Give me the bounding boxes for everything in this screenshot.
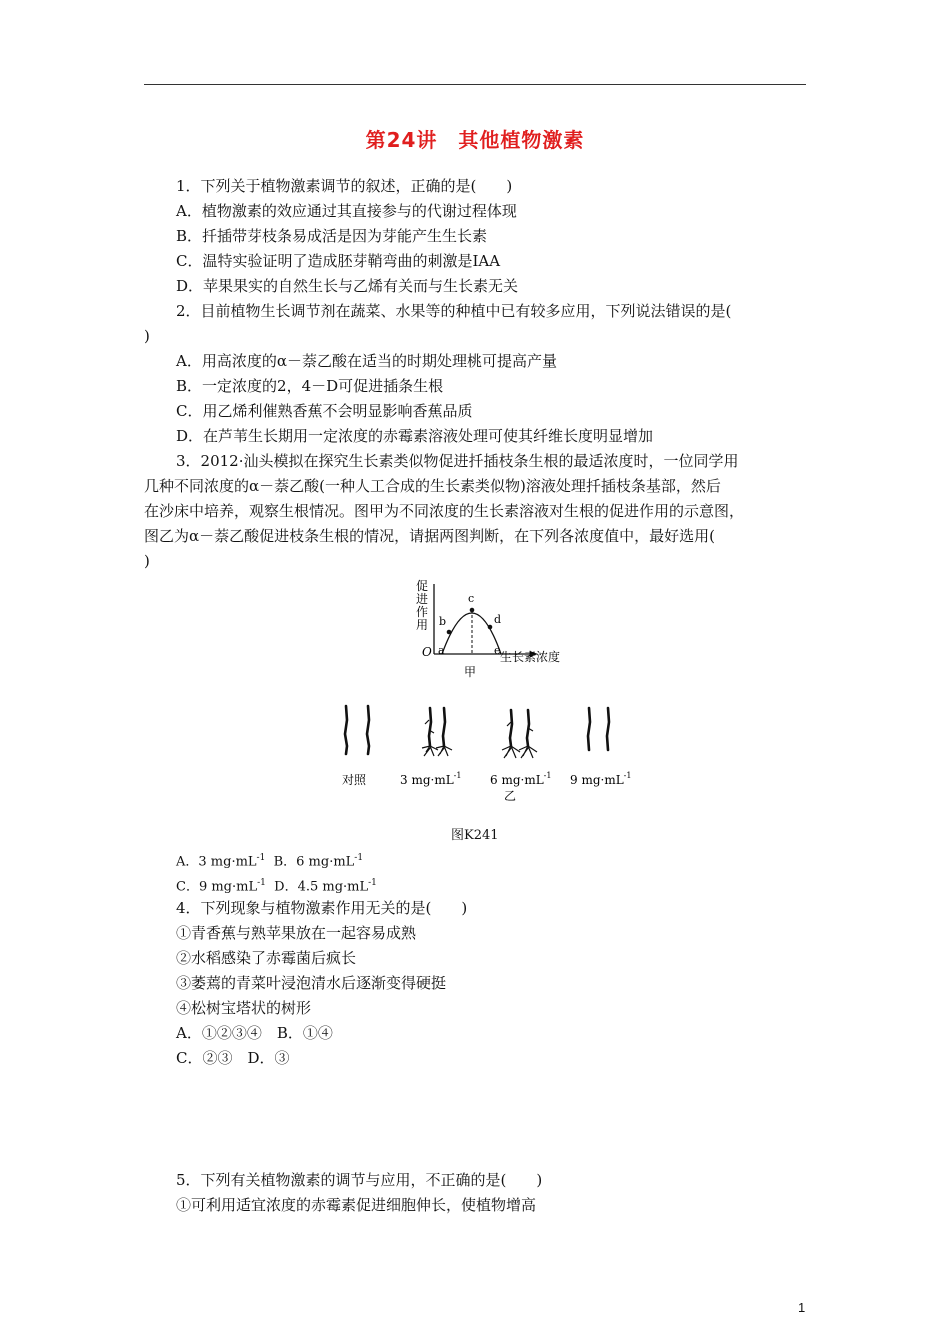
page-number: 1 (798, 1300, 806, 1315)
figure-b-label: 乙 (504, 789, 517, 803)
y-axis-char-4: 用 (416, 618, 429, 632)
q2-option-b: B．一定浓度的2，4－D可促进插条生根 (176, 377, 444, 395)
q3-stem-line5: ) (144, 552, 150, 570)
page-title: 第24讲 其他植物激素 (365, 128, 585, 152)
q2-stem-cont: ) (144, 327, 150, 345)
point-b (447, 630, 452, 635)
q1-option-d: D．苹果果实的自然生长与乙烯有关而与生长素无关 (176, 277, 519, 295)
q4-item-3: ③萎蔫的青菜叶浸泡清水后逐渐变得硬挺 (176, 974, 447, 992)
figure-caption: 图K241 (451, 828, 499, 843)
label-9mg: 9 $mg\cdot mL^{-1}$ (570, 771, 632, 787)
y-axis-char-1: 促 (416, 579, 429, 593)
figure-a-label: 甲 (464, 665, 477, 679)
q1-option-b: B．扦插带芽枝条易成活是因为芽能产生生长素 (176, 227, 488, 245)
q4-item-4: ④松树宝塔状的树形 (176, 999, 312, 1017)
header-rule (144, 84, 806, 85)
label-a: a (438, 644, 445, 657)
q4-item-2: ②水稻感染了赤霉菌后疯长 (176, 949, 357, 967)
q3-stem-line1: 3．2012·汕头模拟在探究生长素类似物促进扦插枝条生根的最适浓度时，一位同学用 (176, 452, 739, 470)
y-axis-char-3: 作 (416, 605, 429, 619)
q4-options-ab: A．①②③④ B．①④ (176, 1024, 333, 1042)
label-e: e (494, 644, 501, 657)
q5-stem: 5．下列有关植物激素的调节与应用，不正确的是( ) (176, 1171, 543, 1189)
point-c (470, 608, 475, 613)
origin-label: O (422, 645, 432, 659)
q2-option-c: C．用乙烯利催熟香蕉不会明显影响香蕉品质 (176, 402, 473, 420)
figure-curve (412, 572, 580, 682)
point-d (488, 625, 493, 630)
q4-item-1: ①青香蕉与熟苹果放在一起容易成熟 (176, 924, 417, 942)
label-3mg: 3 $mg\cdot mL^{-1}$ (400, 771, 462, 787)
q3-stem-line2: 几种不同浓度的α－萘乙酸(一种人工合成的生长素类似物)溶液处理扦插枝条基部，然后 (144, 477, 721, 495)
q3-stem-line4: 图乙为α－萘乙酸促进枝条生根的情况，请据两图判断，在下列各浓度值中，最好选用( (144, 527, 715, 545)
q3-stem-line3: 在沙床中培养，观察生根情况。图甲为不同浓度的生长素溶液对生根的促进作用的示意图， (144, 502, 745, 520)
q2-option-a: A．用高浓度的α－萘乙酸在适当的时期处理桃可提高产量 (176, 352, 557, 370)
q3-options-cd: C．9 $mg\cdot mL^{-1}$ D．4.5 $mg\cdot mL^{-1}$ (176, 878, 377, 895)
q2-option-d: D．在芦苇生长期用一定浓度的赤霉素溶液处理可使其纤维长度明显增加 (176, 427, 654, 445)
x-axis-label: 生长素浓度 (500, 650, 561, 664)
label-d: d (494, 613, 502, 626)
q5-item-1: ①可利用适宜浓度的赤霉素促进细胞伸长，使植物增高 (176, 1196, 537, 1214)
y-axis-char-2: 进 (416, 592, 429, 606)
label-control: 对照 (342, 773, 367, 787)
label-c: c (468, 592, 475, 605)
q1-stem: 1．下列关于植物激素调节的叙述，正确的是( ) (176, 177, 513, 195)
figure-cuttings (336, 700, 646, 808)
q4-options-cd: C．②③ D．③ (176, 1049, 290, 1067)
q1-option-a: A．植物激素的效应通过其直接参与的代谢过程体现 (176, 202, 517, 220)
q4-stem: 4．下列现象与植物激素作用无关的是( ) (176, 899, 468, 917)
label-6mg: 6 $mg\cdot mL^{-1}$ (490, 771, 552, 787)
q1-option-c: C．温特实验证明了造成胚芽鞘弯曲的刺激是IAA (176, 252, 501, 270)
label-b: b (439, 615, 447, 628)
q3-options-ab: A．3 $mg\cdot mL^{-1}$ B．6 $mg\cdot mL^{-1}$ (176, 853, 364, 870)
q2-stem: 2．目前植物生长调节剂在蔬菜、水果等的种植中已有较多应用，下列说法错误的是( (176, 302, 732, 320)
